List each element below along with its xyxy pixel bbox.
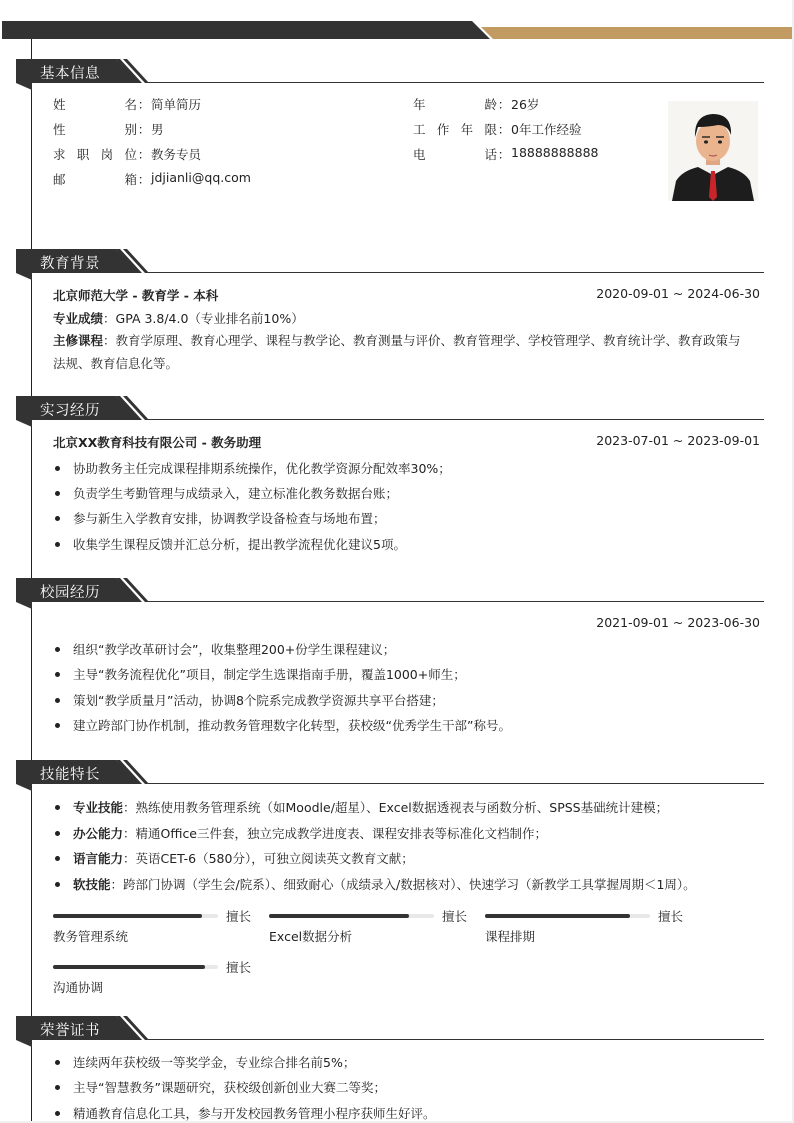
education-date: 2020-09-01 ~ 2024-06-30	[596, 286, 760, 301]
skill-fill	[53, 965, 205, 969]
list-item: 语言能力：英语CET-6（580分），可独立阅读英文教育文献；	[55, 849, 762, 869]
bullet-icon	[55, 466, 60, 471]
age-value: 26岁	[511, 97, 540, 112]
avatar-photo	[668, 101, 758, 201]
list-item: 建立跨部门协作机制，推动教务管理数字化转型，获校级“优秀学生干部”称号。	[55, 716, 762, 736]
section-title: 实习经历	[40, 403, 100, 419]
stripes-decoration-icon	[112, 578, 152, 602]
internship-title: 北京XX教育科技有限公司 - 教务助理	[53, 435, 262, 450]
stripes-decoration-icon	[112, 760, 152, 784]
education-courses: 主修课程：教育学原理、教育心理学、课程与教学论、教育测量与评价、教育管理学、学校管理学、教育统计学、教育政策与	[53, 333, 741, 348]
email-value[interactable]: jdjianli@qq.com	[151, 170, 251, 185]
section-title: 荣誉证书	[40, 1023, 100, 1039]
bullet-icon	[55, 647, 60, 652]
section-header-skills	[16, 760, 764, 784]
stripes-decoration-icon	[112, 396, 152, 420]
section-header-campus	[16, 578, 764, 602]
info-gender: 性别 ： 男	[53, 122, 164, 137]
skill-bar: 擅长 课程排期	[485, 909, 684, 944]
section-header-basic-info	[16, 59, 764, 83]
list-item: 参与新生入学教育安排，协调教学设备检查与场地布置；	[55, 509, 762, 529]
section-title: 基本信息	[40, 66, 100, 82]
stripes-decoration-icon	[112, 249, 152, 273]
bullet-icon	[55, 516, 60, 521]
list-item: 专业技能：熟练使用教务管理系统（如Moodle/超星）、Excel数据透视表与函数分析、SPSS基础统计建模；	[55, 798, 762, 818]
bullet-icon	[55, 1085, 60, 1090]
skill-bar: 擅长 Excel数据分析	[269, 909, 468, 944]
bullet-icon	[55, 882, 60, 887]
phone-value[interactable]: 18888888888	[511, 145, 599, 160]
bullet-icon	[55, 723, 60, 728]
divider	[146, 419, 764, 420]
gender-value: 男	[151, 122, 164, 137]
info-name: 姓名 ： 简单简历	[53, 97, 202, 112]
section-header-honors	[16, 1016, 764, 1040]
list-item: 主导“教务流程优化”项目，制定学生选课指南手册，覆盖1000+师生；	[55, 665, 762, 685]
bullet-icon	[55, 805, 60, 810]
bullet-icon	[55, 491, 60, 496]
section-title: 校园经历	[40, 585, 100, 601]
bullet-icon	[55, 698, 60, 703]
divider	[146, 82, 764, 83]
header-bar-dark	[2, 21, 490, 39]
info-work-years: 工作年限 ： 0年工作经验	[413, 122, 582, 137]
internship-date: 2023-07-01 ~ 2023-09-01	[596, 433, 760, 448]
list-item: 办公能力：精通Office三件套，独立完成教学进度表、课程安排表等标准化文档制作；	[55, 824, 762, 844]
list-item: 组织“教学改革研讨会”，收集整理200+份学生课程建议；	[55, 640, 762, 660]
list-item: 策划“教学质量月”活动，协调8个院系完成教学资源共享平台搭建；	[55, 691, 762, 711]
divider	[146, 272, 764, 273]
list-item: 软技能：跨部门协调（学生会/院系）、细致耐心（成绩录入/数据核对）、快速学习（新教学工具掌握周期＜1周）。	[55, 875, 762, 895]
list-item: 连续两年获校级一等奖学金，专业综合排名前5%；	[55, 1053, 762, 1073]
section-header-internship	[16, 396, 764, 420]
bullet-icon	[55, 1111, 60, 1116]
education-courses-cont: 法规、教育信息化等。	[53, 356, 179, 371]
skill-fill	[53, 914, 202, 918]
education-gpa: 专业成绩：GPA 3.8/4.0（专业排名前10%）	[53, 311, 304, 326]
divider	[146, 783, 764, 784]
stripes-decoration-icon	[112, 59, 152, 83]
skill-bar: 擅长 教务管理系统	[53, 909, 252, 944]
bullet-icon	[55, 1060, 60, 1065]
name-value: 简单简历	[151, 97, 202, 112]
skill-bar: 擅长 沟通协调	[53, 960, 252, 995]
info-email: 邮箱 ： jdjianli@qq.com	[53, 170, 251, 187]
skill-fill	[485, 914, 630, 918]
education-title: 北京师范大学 - 教育学 - 本科	[53, 288, 219, 303]
divider	[146, 1039, 764, 1040]
bullet-icon	[55, 542, 60, 547]
info-age: 年龄 ： 26岁	[413, 97, 540, 112]
bullet-icon	[55, 672, 60, 677]
info-position: 求职岗位 ： 教务专员	[53, 147, 202, 162]
avatar-icon	[668, 101, 758, 201]
divider	[146, 601, 764, 602]
work-years-value: 0年工作经验	[511, 122, 582, 137]
section-title: 技能特长	[40, 767, 100, 783]
position-value: 教务专员	[151, 147, 202, 162]
list-item: 协助教务主任完成课程排期系统操作，优化教学资源分配效率30%；	[55, 459, 762, 479]
stripes-decoration-icon	[112, 1016, 152, 1040]
campus-date: 2021-09-01 ~ 2023-06-30	[596, 615, 760, 630]
list-item: 收集学生课程反馈并汇总分析，提出教学流程优化建议5项。	[55, 535, 762, 555]
bullet-icon	[55, 856, 60, 861]
section-title: 教育背景	[40, 256, 100, 272]
list-item: 精通教育信息化工具，参与开发校园教务管理小程序获师生好评。	[55, 1104, 762, 1121]
bullet-icon	[55, 831, 60, 836]
header-bar-gold	[481, 27, 792, 39]
list-item: 主导“智慧教务”课题研究，获校级创新创业大赛二等奖；	[55, 1078, 762, 1098]
skill-fill	[269, 914, 409, 918]
section-header-education	[16, 249, 764, 273]
info-phone: 电话 ： 18888888888	[413, 145, 599, 162]
list-item: 负责学生考勤管理与成绩录入，建立标准化教务数据台账；	[55, 484, 762, 504]
